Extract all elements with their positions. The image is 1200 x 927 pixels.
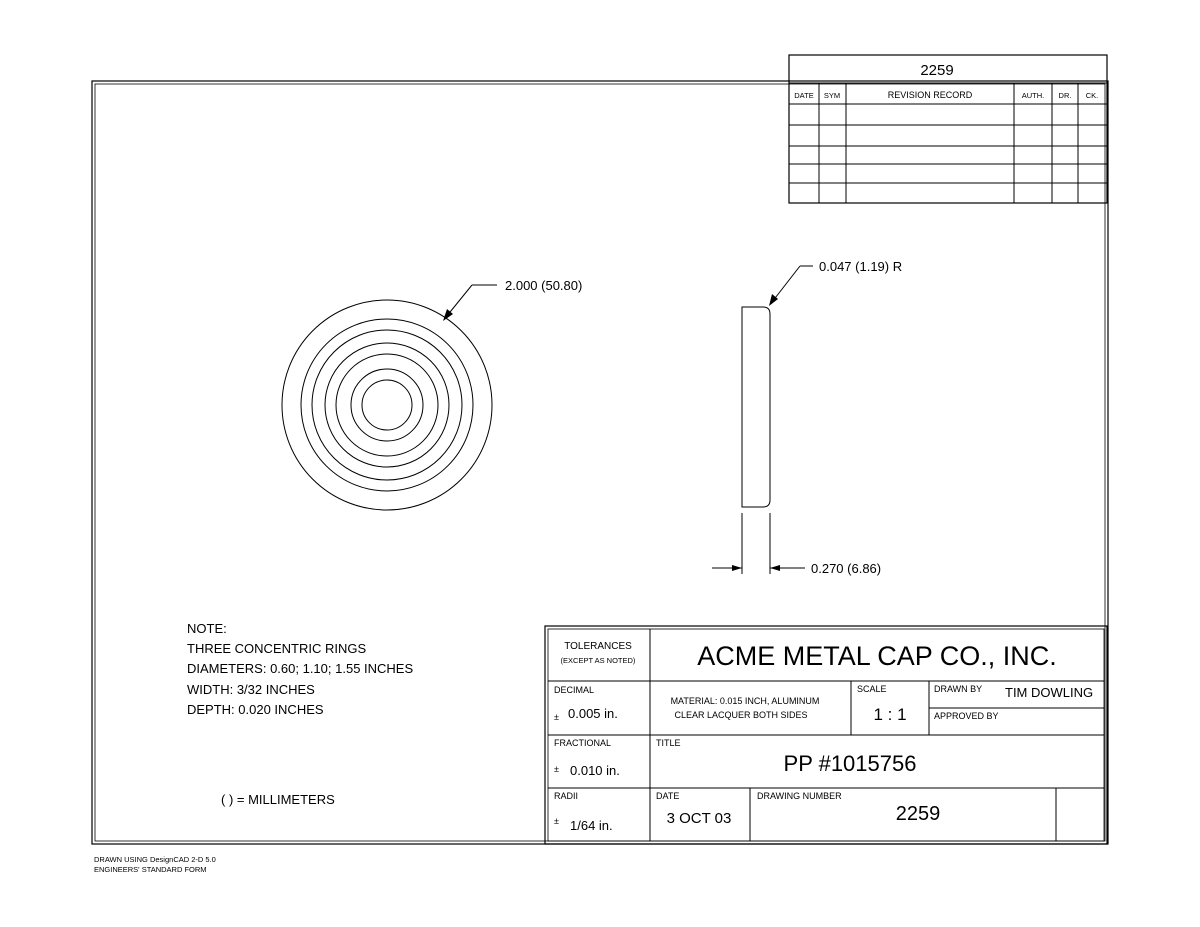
fractional-plus-minus: ± xyxy=(554,764,559,774)
scale-value: 1 : 1 xyxy=(873,705,907,724)
radii-label: RADII xyxy=(554,791,579,801)
diameter-label: 2.000 (50.80) xyxy=(505,278,583,293)
radii-value: 1/64 in. xyxy=(570,818,613,833)
diameter-dimension xyxy=(443,278,582,321)
drawing-border xyxy=(92,81,1108,844)
title-label: TITLE xyxy=(656,738,681,748)
side-view xyxy=(712,259,902,576)
rev-header-date: DATE xyxy=(794,91,814,100)
drawn-by-label: DRAWN BY xyxy=(934,684,983,694)
material-line-1: MATERIAL: 0.015 INCH, ALUMINUM xyxy=(670,696,820,706)
ring-inner-inner xyxy=(362,380,412,430)
title-value: PP #1015756 xyxy=(783,751,917,776)
ring-outer-inner xyxy=(312,330,462,480)
company-name: ACME METAL CAP CO., INC. xyxy=(697,641,1057,671)
decimal-value: 0.005 in. xyxy=(568,706,618,721)
footer-line-1: DRAWN USING DesignCAD 2-D 5.0 xyxy=(94,855,216,864)
radii-plus-minus: ± xyxy=(554,816,559,826)
note-line-3: DIAMETERS: 0.60; 1.10; 1.55 INCHES xyxy=(187,661,414,676)
fractional-label: FRACTIONAL xyxy=(554,738,612,748)
notes-block xyxy=(187,621,413,807)
revision-number: 2259 xyxy=(920,62,954,79)
tolerances-label: TOLERANCES xyxy=(564,641,632,652)
front-view xyxy=(282,300,492,510)
date-value: 3 OCT 03 xyxy=(666,810,732,827)
note-line-2: THREE CONCENTRIC RINGS xyxy=(187,641,367,656)
rev-header-sym: SYM xyxy=(823,91,841,100)
rev-header-dr: DR. xyxy=(1058,91,1072,100)
rev-header-ck: CK. xyxy=(1085,91,1099,100)
revision-block xyxy=(789,55,1107,203)
rev-header-auth: AUTH. xyxy=(1021,91,1045,100)
title-block xyxy=(545,626,1107,844)
decimal-label: DECIMAL xyxy=(554,685,595,695)
cap-outline xyxy=(282,300,492,510)
drawing-number-value: 2259 xyxy=(895,803,941,825)
note-line-5: DEPTH: 0.020 INCHES xyxy=(187,702,324,717)
radius-label: 0.047 (1.19) R xyxy=(819,259,903,274)
ring-outer-outer xyxy=(301,319,473,491)
drawing-number-label: DRAWING NUMBER xyxy=(757,791,842,801)
note-line-4: WIDTH: 3/32 INCHES xyxy=(187,682,315,697)
side-profile xyxy=(742,307,770,507)
date-label: DATE xyxy=(656,791,680,801)
thickness-label: 0.270 (6.86) xyxy=(811,561,882,576)
tolerances-sublabel: (EXCEPT AS NOTED) xyxy=(560,656,636,665)
material-line-2: CLEAR LACQUER BOTH SIDES xyxy=(674,710,808,720)
drawing-border-inner xyxy=(95,84,1105,841)
approved-by-label: APPROVED BY xyxy=(934,711,999,721)
units-note: ( ) = MILLIMETERS xyxy=(221,792,335,807)
rev-header-record: REVISION RECORD xyxy=(887,90,973,100)
footer-line-2: ENGINEERS' STANDARD FORM xyxy=(94,865,207,874)
decimal-plus-minus: ± xyxy=(554,712,559,722)
drawn-by-value: TIM DOWLING xyxy=(1005,685,1094,700)
ring-mid-outer xyxy=(325,343,449,467)
scale-label: SCALE xyxy=(857,684,887,694)
note-line-1: NOTE: xyxy=(187,621,227,636)
fractional-value: 0.010 in. xyxy=(570,763,620,778)
